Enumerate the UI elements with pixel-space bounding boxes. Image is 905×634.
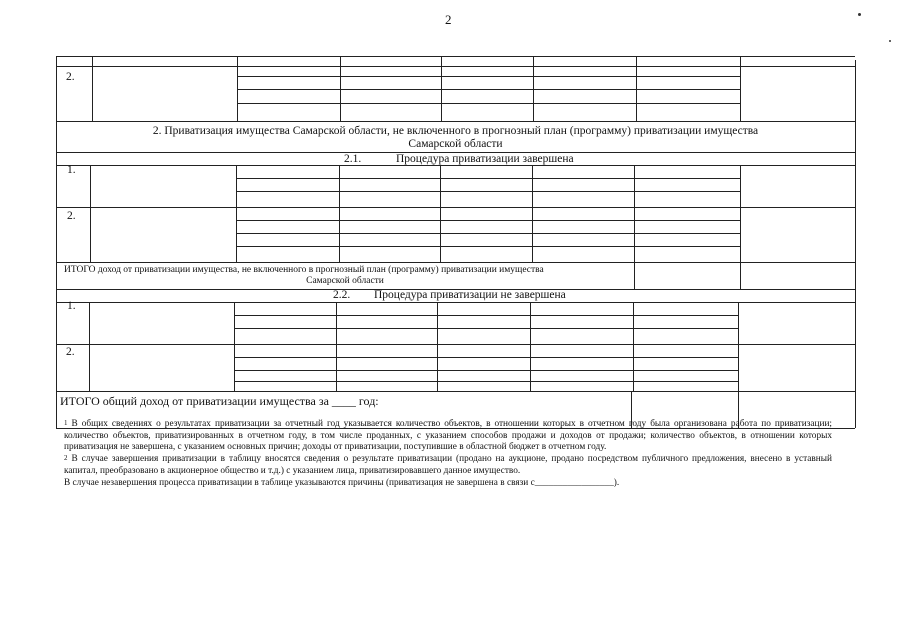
table-border-right: [855, 60, 856, 428]
column-line: [234, 302, 235, 391]
column-line: [634, 165, 635, 262]
footnote-3-text: В случае незавершения процесса приватизации в таблице указываются причины (приватизация не завершена в связи с_________________).: [64, 477, 620, 488]
subrow-line: [236, 178, 740, 179]
column-line: [740, 165, 741, 262]
subrow-line: [234, 370, 738, 371]
column-line: [336, 302, 337, 391]
column-line: [440, 165, 441, 262]
column-line: [89, 302, 90, 391]
column-line: [740, 56, 741, 121]
footnote-3: [64, 478, 832, 490]
subrow-line: [234, 328, 738, 329]
block-bottom-line: [56, 391, 855, 392]
footnote-2-mark: 2: [64, 454, 68, 463]
column-line: [441, 56, 442, 121]
subsection-2-2-number: 2.2.: [333, 289, 351, 301]
subrow-line: [236, 233, 740, 234]
subheading-bottom-line: [56, 302, 855, 303]
subrow-line: [234, 315, 738, 316]
subrow-line: [236, 220, 740, 221]
page-number: 2: [445, 12, 452, 27]
footnote-2-text: В случае завершения приватизации в таблицу вносятся сведения о результате приватизации (продано на аукционе, продано посредством публичного предложения, внесено в уставный капитал, преобразовано в акционерное общество и т.д.) с указанием лица, приватизировавшего данное имущество.: [64, 454, 833, 476]
footnotes: [64, 419, 832, 489]
footnote-1: [64, 419, 832, 454]
subrow-line: [237, 103, 740, 104]
itogo-line-1: ИТОГО доход от приватизации имущества, не включенного в прогнозный план (программу) приватизации имущества: [64, 265, 544, 275]
row-divider-line: [56, 207, 855, 208]
subheading-bottom-line: [56, 165, 855, 166]
table-top-line: [56, 56, 855, 57]
section-2-heading-cont: Самарской области: [408, 138, 503, 150]
column-line: [633, 302, 634, 391]
subrow-line: [234, 381, 738, 382]
row-number: 2.: [67, 210, 76, 222]
subrow-line: [236, 191, 740, 192]
column-line: [90, 165, 91, 262]
block-bottom-line: [56, 121, 855, 122]
header-bottom-line: [56, 66, 855, 67]
column-line: [437, 302, 438, 391]
footnote-1-text: В общих сведениях о результатах приватизации за отчетный год указывается количество объектов, в отношении которых в отчетном году была организована работа по приватизации; количество объектов, приватизированных в отчетном году, в том числе проданных, с указанием способов продажи и доходов от продажи; количество объектов, в отношении которых приватизация не завершена, с указанием основных причин; доходы от приватизации, поступившие в областной бюджет в отчетном году.: [64, 419, 833, 453]
column-line: [236, 165, 237, 262]
column-line: [530, 302, 531, 391]
column-line: [237, 56, 238, 121]
column-line: [532, 165, 533, 262]
column-line: [740, 262, 741, 289]
column-line: [92, 56, 93, 121]
subrow-line: [236, 246, 740, 247]
footnote-2: [64, 454, 832, 477]
subsection-2-1-number: 2.1.: [344, 153, 362, 165]
row-divider-line: [56, 344, 855, 345]
subrow-line: [237, 89, 740, 90]
row-number: 2.: [66, 71, 75, 83]
itogo-line-1-cont: Самарской области: [306, 276, 384, 286]
footnote-1-mark: 1: [64, 419, 68, 427]
column-line: [339, 165, 340, 262]
row-number: 1.: [67, 164, 76, 176]
scan-speck: [889, 40, 891, 42]
subrow-line: [237, 76, 740, 77]
column-line: [636, 56, 637, 121]
subsection-2-2-title: Процедура приватизации не завершена: [374, 289, 566, 301]
column-line: [533, 56, 534, 121]
column-line: [634, 262, 635, 289]
column-line: [340, 56, 341, 121]
itogo-total: ИТОГО общий доход от приватизации имущества за ____ год:: [60, 394, 379, 408]
row-number: 2.: [66, 346, 75, 358]
section-2-heading: 2. Приватизация имущества Самарской области, не включенного в прогнозный план (программу) приватизации имущества: [152, 125, 759, 137]
scan-speck: [858, 13, 861, 16]
subrow-line: [234, 357, 738, 358]
block-bottom-line: [56, 262, 855, 263]
column-line: [738, 302, 739, 391]
subsection-2-1-title: Процедура приватизации завершена: [396, 153, 574, 165]
table-border-left: [56, 56, 57, 428]
row-number: 1.: [67, 300, 76, 312]
